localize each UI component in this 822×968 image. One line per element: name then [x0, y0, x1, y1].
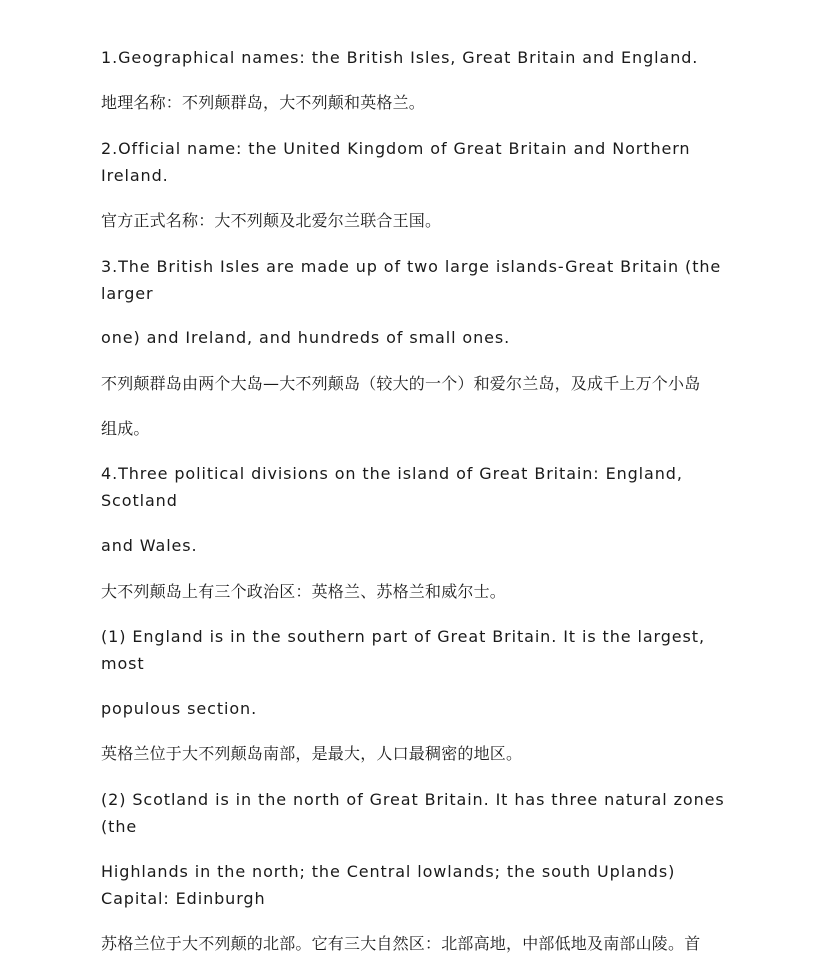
paragraph-5-zh: 英格兰位于大不列颠岛南部，是最大，人口最稠密的地区。: [101, 744, 523, 763]
paragraph-6-en-b: Highlands in the north; the Central lowlands; the south Uplands) Capital: Edinburgh: [101, 862, 676, 908]
paragraph-4-zh: 大不列颠岛上有三个政治区：英格兰、苏格兰和威尔士。: [101, 582, 507, 601]
paragraph-5-en-a: (1) England is in the southern part of Great Britain. It is the largest, most: [101, 627, 705, 673]
paragraph-5-en-b: populous section.: [101, 699, 258, 718]
paragraph-1-zh: 地理名称：不列颠群岛，大不列颠和英格兰。: [101, 93, 426, 112]
paragraph-3-zh-b: 组成。: [101, 419, 150, 438]
paragraph-3-en-b: one) and Ireland, and hundreds of small ones.: [101, 328, 511, 347]
paragraph-2-zh: 官方正式名称：大不列颠及北爱尔兰联合王国。: [101, 211, 442, 230]
paragraph-4-en-a: 4.Three political divisions on the island of Great Britain: England, Scotland: [101, 464, 683, 510]
paragraph-2-en: 2.Official name: the United Kingdom of Great Britain and Northern Ireland.: [101, 139, 691, 185]
paragraph-6-en-a: (2) Scotland is in the north of Great Britain. It has three natural zones (the: [101, 790, 725, 836]
paragraph-4-en-b: and Wales.: [101, 536, 198, 555]
paragraph-3-en-a: 3.The British Isles are made up of two large islands-Great Britain (the larger: [101, 257, 722, 303]
paragraph-6-zh: 苏格兰位于大不列颠的北部。它有三大自然区：北部高地，中部低地及南部山陵。首: [101, 934, 701, 953]
paragraph-3-zh-a: 不列颠群岛由两个大岛—大不列颠岛（较大的一个）和爱尔兰岛，及成千上万个小岛: [101, 374, 701, 393]
paragraph-1-en: 1.Geographical names: the British Isles, Great Britain and England.: [101, 48, 699, 67]
